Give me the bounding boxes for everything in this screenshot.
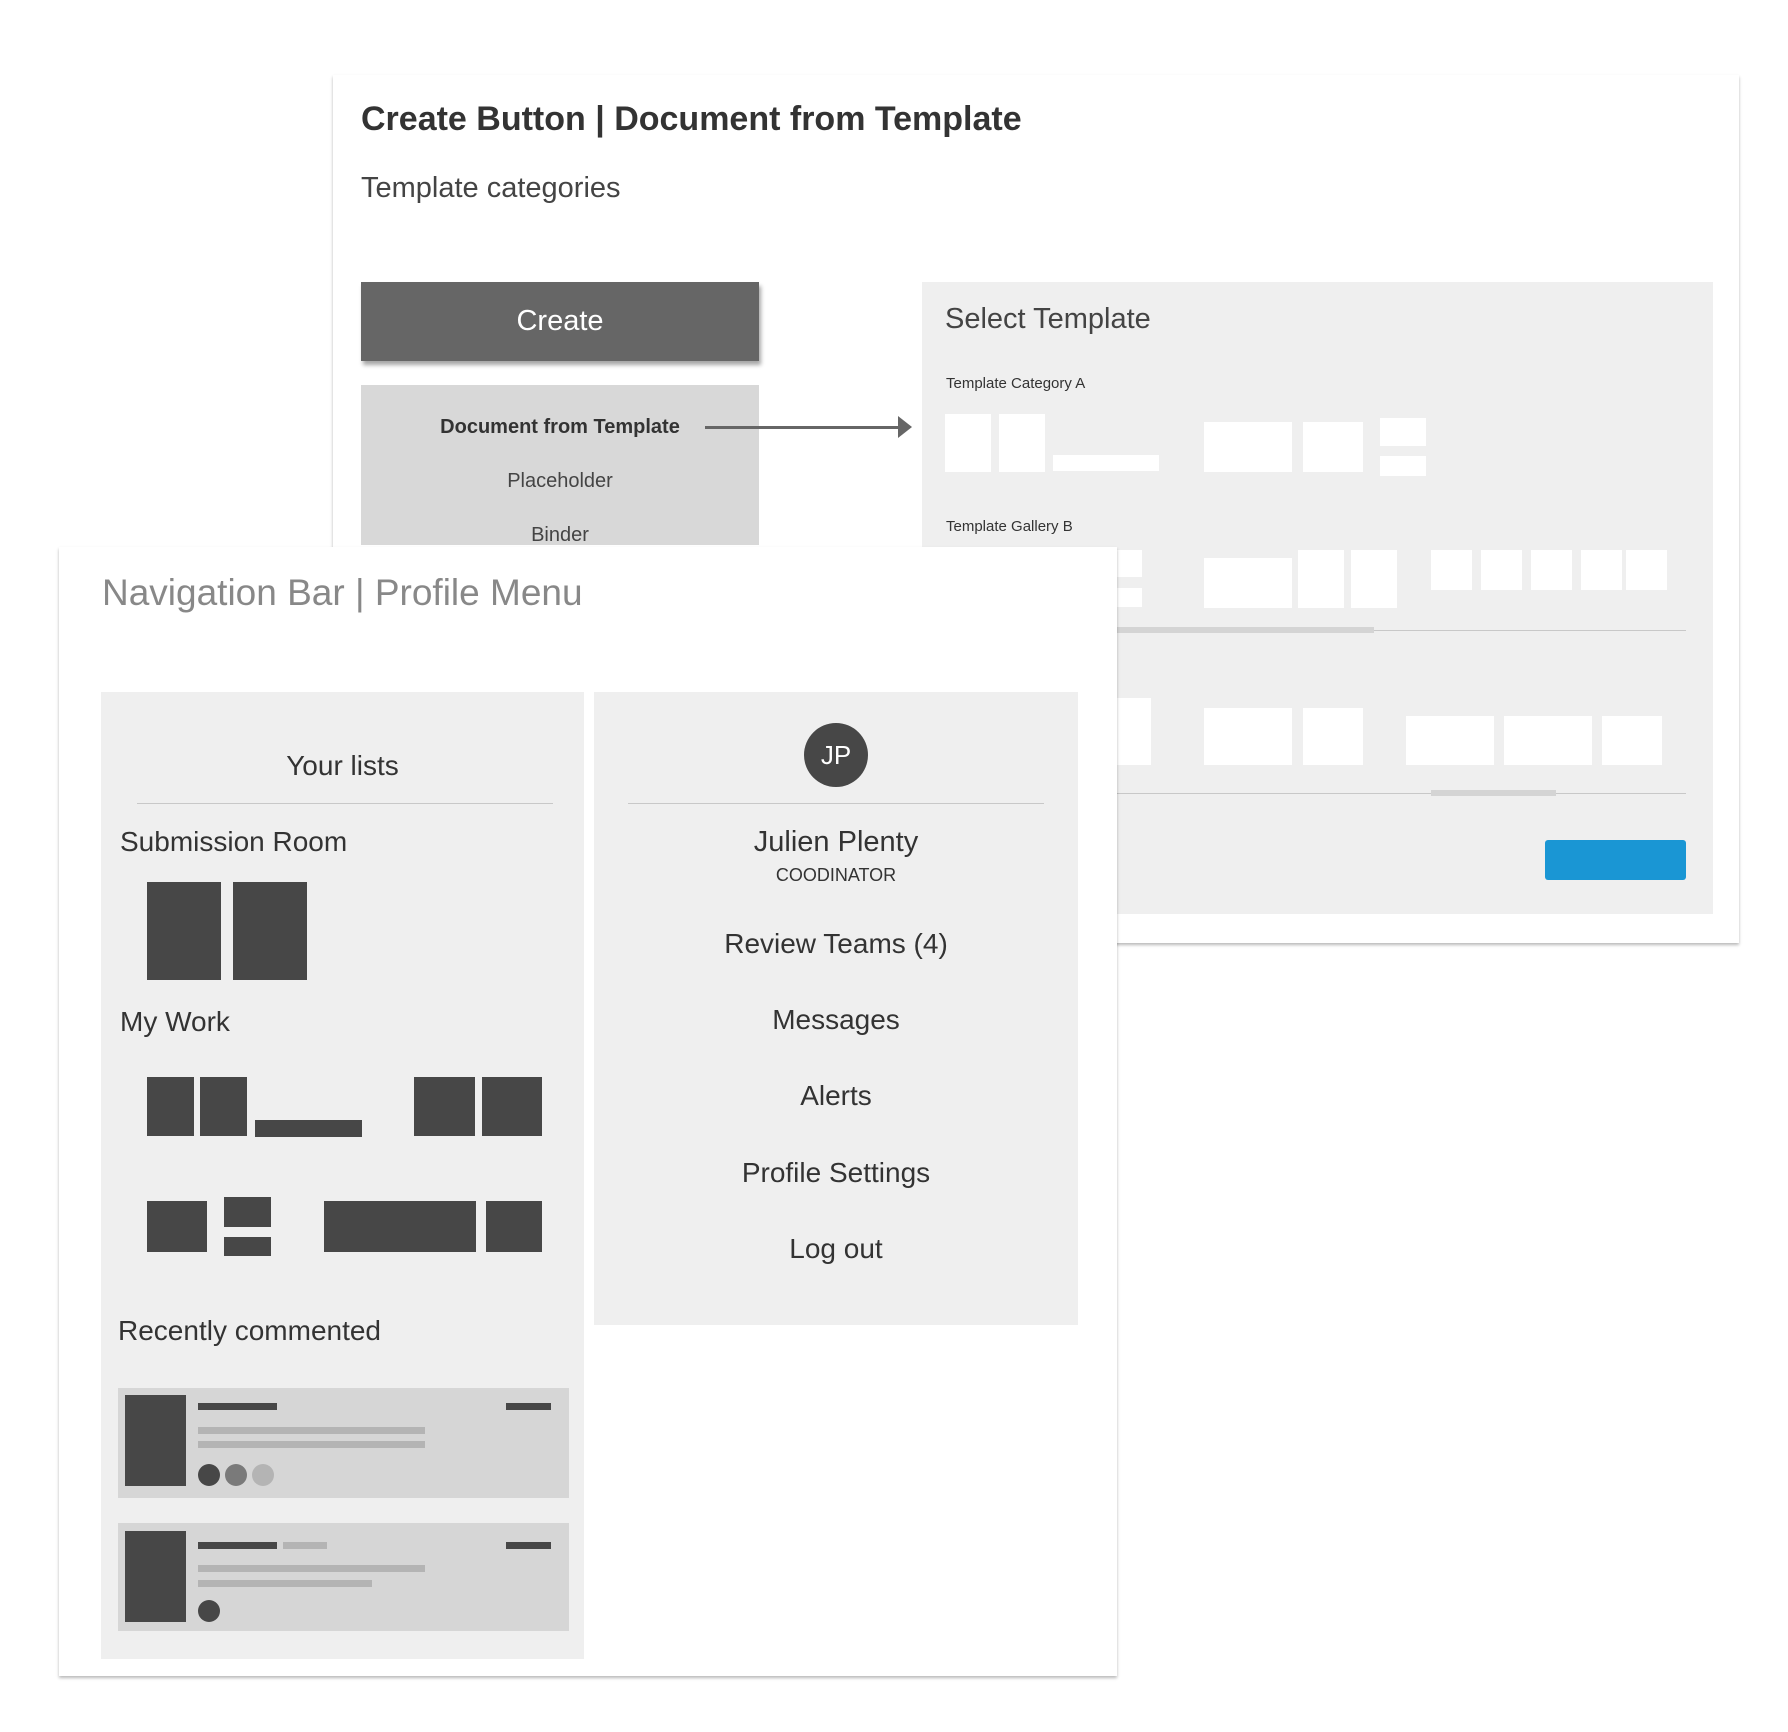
template-thumbnail[interactable] [1581,550,1622,590]
menu-item-profile-settings[interactable]: Profile Settings [741,1157,931,1188]
menu-item-document-from-template[interactable]: Document from Template [440,416,680,438]
list-item-thumbnail[interactable] [482,1077,542,1136]
comment-text-line [198,1580,372,1587]
avatar [252,1464,274,1486]
template-thumbnail[interactable] [1602,716,1662,765]
list-item-thumbnail[interactable] [233,882,307,980]
create-card-title: Create Button | Document from Template [361,100,1022,138]
template-thumbnail[interactable] [945,414,991,472]
template-thumbnail[interactable] [1303,422,1363,472]
comment-text-line [198,1427,425,1434]
category-label-a: Template Category A [946,375,1086,392]
nav-card-title: Navigation Bar | Profile Menu [102,572,583,613]
template-thumbnail[interactable] [1115,698,1151,765]
template-thumbnail[interactable] [1504,716,1592,765]
list-item-thumbnail[interactable] [147,882,221,980]
create-card-subtitle: Template categories [361,172,621,204]
template-thumbnail[interactable] [1204,422,1292,472]
menu-item-placeholder[interactable]: Placeholder [507,470,613,492]
list-item-thumbnail[interactable] [200,1077,247,1136]
template-thumbnail[interactable] [1204,708,1292,765]
template-thumbnail[interactable] [1626,550,1667,590]
section-submission-room: Submission Room [120,826,348,857]
avatar [198,1600,220,1622]
category-label-b: Template Gallery B [946,518,1073,535]
list-item-thumbnail[interactable] [147,1201,207,1252]
list-item-thumbnail[interactable] [324,1201,476,1252]
template-thumbnail[interactable] [1115,550,1142,577]
comment-text-line [198,1441,425,1448]
menu-item-alerts[interactable]: Alerts [800,1080,872,1111]
list-item-thumbnail[interactable] [414,1077,475,1136]
section-recently-commented: Recently commented [118,1315,382,1346]
flow-arrow-line [705,426,905,429]
template-thumbnail[interactable] [1053,455,1159,471]
list-item-thumbnail[interactable] [147,1077,194,1136]
profile-avatar[interactable]: JP [804,723,868,787]
template-thumbnail[interactable] [1351,550,1397,608]
comment-tag-line [283,1542,327,1549]
comment-thumbnail [125,1395,186,1486]
comment-title-line [198,1403,277,1410]
menu-item-messages[interactable]: Messages [772,1004,900,1035]
template-thumbnail[interactable] [1115,588,1142,607]
arrow-right-icon [898,416,912,438]
menu-item-binder[interactable]: Binder [531,524,589,546]
header-divider [137,803,553,804]
select-template-confirm-button[interactable] [1545,840,1686,880]
comment-text-line [198,1565,425,1572]
template-thumbnail[interactable] [1481,550,1522,590]
list-item-thumbnail[interactable] [224,1237,271,1256]
create-dropdown-menu [361,385,759,545]
avatar [225,1464,247,1486]
gallery-scrollbar[interactable] [1431,790,1556,796]
gallery-scrollbar[interactable] [1117,627,1374,633]
list-item-thumbnail[interactable] [255,1120,362,1137]
profile-role: COODINATOR [775,865,897,885]
create-button[interactable]: Create [361,282,759,361]
comment-date-line [506,1403,551,1410]
select-template-title: Select Template [945,303,1151,335]
template-thumbnail[interactable] [1406,716,1494,765]
template-thumbnail[interactable] [1431,550,1472,590]
template-thumbnail[interactable] [1204,558,1292,608]
your-lists-header: Your lists [286,750,399,781]
list-item-thumbnail[interactable] [486,1201,542,1252]
profile-divider [628,803,1044,804]
section-my-work: My Work [120,1006,230,1037]
template-thumbnail[interactable] [999,414,1045,472]
template-thumbnail[interactable] [1380,456,1426,476]
menu-item-review-teams[interactable]: Review Teams (4) [724,928,948,959]
comment-thumbnail [125,1531,186,1622]
menu-item-log-out[interactable]: Log out [789,1233,883,1264]
template-thumbnail[interactable] [1380,418,1426,446]
template-thumbnail[interactable] [1298,550,1344,608]
template-thumbnail[interactable] [1303,708,1363,765]
gallery-divider [1117,793,1686,794]
template-thumbnail[interactable] [1531,550,1572,590]
comment-title-line [198,1542,277,1549]
avatar [198,1464,220,1486]
comment-date-line [506,1542,551,1549]
profile-name: Julien Plenty [753,826,919,858]
list-item-thumbnail[interactable] [224,1197,271,1227]
